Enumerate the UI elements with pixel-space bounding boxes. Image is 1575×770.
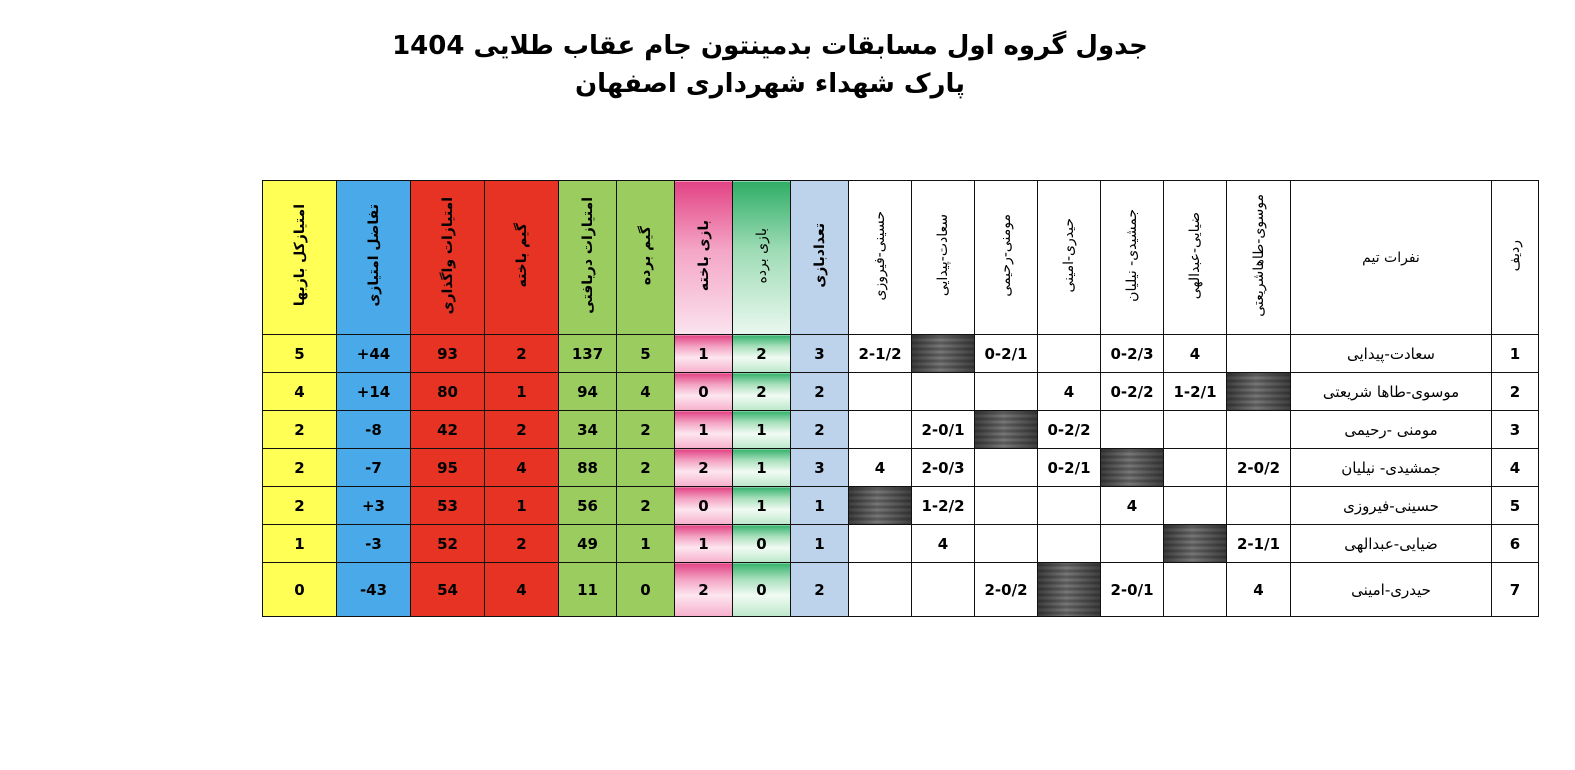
cell-result	[1038, 487, 1101, 525]
cell-result	[1101, 411, 1164, 449]
cell-matches-lost: 1	[675, 411, 733, 449]
cell-result	[975, 373, 1038, 411]
cell-matches-lost: 1	[675, 525, 733, 563]
cell-total-points: 2	[263, 411, 337, 449]
cell-matches-won: 0	[733, 525, 791, 563]
cell-result: 4	[1164, 335, 1227, 373]
standings-table	[262, 180, 1539, 617]
cell-result: 0-2/2	[1101, 373, 1164, 411]
cell-points-scored: 94	[559, 373, 617, 411]
cell-result: 4	[849, 449, 912, 487]
cell-result: 0-2/3	[1101, 335, 1164, 373]
cell-point-diff: +3	[337, 487, 411, 525]
cell-matches-played: 3	[791, 335, 849, 373]
cell-games-won: 1	[617, 525, 675, 563]
cell-matches-won: 2	[733, 335, 791, 373]
cell-point-diff: +44	[337, 335, 411, 373]
cell-point-diff: -43	[337, 563, 411, 617]
cell-games-lost: 2	[485, 525, 559, 563]
header-opponent: حسینی-فیروزی	[849, 181, 912, 335]
cell-games-won: 2	[617, 487, 675, 525]
header-games-won: گیم برده	[617, 181, 675, 335]
cell-result	[1038, 335, 1101, 373]
cell-games-lost: 4	[485, 449, 559, 487]
cell-result	[1101, 525, 1164, 563]
cell-games-lost: 4	[485, 563, 559, 617]
cell-result	[1227, 411, 1291, 449]
cell-rank: 4	[1492, 449, 1539, 487]
cell-matches-won: 2	[733, 373, 791, 411]
cell-total-points: 5	[263, 335, 337, 373]
cell-matches-won: 1	[733, 449, 791, 487]
cell-result	[1038, 525, 1101, 563]
cell-points-conceded: 42	[411, 411, 485, 449]
cell-result: 1-2/2	[912, 487, 975, 525]
cell-games-won: 2	[617, 411, 675, 449]
cell-result	[849, 373, 912, 411]
table-row	[263, 525, 1539, 563]
cell-points-conceded: 54	[411, 563, 485, 617]
cell-points-conceded: 53	[411, 487, 485, 525]
cell-team-name: حسینی-فیروزی	[1291, 487, 1492, 525]
cell-result	[912, 373, 975, 411]
cell-points-conceded: 52	[411, 525, 485, 563]
cell-matches-played: 1	[791, 525, 849, 563]
cell-points-scored: 49	[559, 525, 617, 563]
page-subtitle: پارک شهداء شهرداری اصفهان	[574, 69, 966, 99]
header-row	[263, 181, 1539, 335]
cell-team-name: حیدری-امینی	[1291, 563, 1492, 617]
cell-team-name: جمشیدی- نیلیان	[1291, 449, 1492, 487]
page-title: جدول گروه اول مسابقات بدمینتون جام عقاب طلایی 1404	[392, 31, 1148, 61]
cell-rank: 5	[1492, 487, 1539, 525]
cell-team-name: ضیایی-عبدالهی	[1291, 525, 1492, 563]
cell-games-won: 0	[617, 563, 675, 617]
cell-result: 2-0/1	[1101, 563, 1164, 617]
cell-result	[975, 487, 1038, 525]
cell-result	[1227, 487, 1291, 525]
cell-total-points: 1	[263, 525, 337, 563]
cell-matches-won: 0	[733, 563, 791, 617]
header-matches-played: تعدادبازی	[791, 181, 849, 335]
cell-points-conceded: 93	[411, 335, 485, 373]
cell-points-conceded: 80	[411, 373, 485, 411]
cell-points-scored: 137	[559, 335, 617, 373]
self-match-cell	[975, 411, 1038, 449]
cell-total-points: 4	[263, 373, 337, 411]
header-rank: ردیف	[1492, 181, 1539, 335]
header-matches-lost: بازی باخته	[675, 181, 733, 335]
cell-result	[975, 525, 1038, 563]
table-row	[263, 449, 1539, 487]
cell-points-scored: 34	[559, 411, 617, 449]
table-row	[263, 335, 1539, 373]
cell-result: 4	[1038, 373, 1101, 411]
header-points-scored: امتیازات دریافتی	[559, 181, 617, 335]
self-match-cell	[912, 335, 975, 373]
cell-rank: 2	[1492, 373, 1539, 411]
header-point-diff: تفاضل امتیازی	[337, 181, 411, 335]
cell-result: 2-0/1	[912, 411, 975, 449]
cell-matches-lost: 0	[675, 487, 733, 525]
cell-result	[849, 563, 912, 617]
table-row	[263, 487, 1539, 525]
cell-rank: 3	[1492, 411, 1539, 449]
cell-team-name: موسوی-طاها شریعتی	[1291, 373, 1492, 411]
cell-result	[1227, 335, 1291, 373]
cell-result	[849, 525, 912, 563]
cell-total-points: 2	[263, 449, 337, 487]
cell-point-diff: -8	[337, 411, 411, 449]
cell-matches-lost: 2	[675, 449, 733, 487]
cell-matches-played: 2	[791, 411, 849, 449]
cell-points-scored: 56	[559, 487, 617, 525]
cell-total-points: 2	[263, 487, 337, 525]
cell-rank: 7	[1492, 563, 1539, 617]
cell-games-lost: 1	[485, 487, 559, 525]
cell-team-name: سعادت-پیدایی	[1291, 335, 1492, 373]
cell-result	[1164, 563, 1227, 617]
cell-result: 2-0/2	[975, 563, 1038, 617]
self-match-cell	[1227, 373, 1291, 411]
cell-result	[849, 411, 912, 449]
cell-team-name: مومنی -رحیمی	[1291, 411, 1492, 449]
cell-games-won: 2	[617, 449, 675, 487]
cell-result	[1164, 487, 1227, 525]
cell-matches-won: 1	[733, 487, 791, 525]
self-match-cell	[1038, 563, 1101, 617]
cell-games-lost: 2	[485, 335, 559, 373]
cell-total-points: 0	[263, 563, 337, 617]
header-matches-won: بازی برده	[733, 181, 791, 335]
cell-point-diff: -7	[337, 449, 411, 487]
cell-result	[975, 449, 1038, 487]
cell-matches-lost: 2	[675, 563, 733, 617]
cell-result	[912, 563, 975, 617]
cell-result: 0-2/2	[1038, 411, 1101, 449]
cell-result	[1164, 411, 1227, 449]
cell-result: 0-2/1	[975, 335, 1038, 373]
cell-result	[1164, 449, 1227, 487]
table-row	[263, 411, 1539, 449]
cell-result: 2-1/1	[1227, 525, 1291, 563]
header-opponent: جمشیدی- نیلیان	[1101, 181, 1164, 335]
header-opponent: سعادت-پیدایی	[912, 181, 975, 335]
header-opponent: موسوی-طاهاشریعتی	[1227, 181, 1291, 335]
cell-games-won: 4	[617, 373, 675, 411]
cell-matches-played: 2	[791, 373, 849, 411]
cell-point-diff: -3	[337, 525, 411, 563]
header-opponent: ضیایی-عبدالهی	[1164, 181, 1227, 335]
table-row	[263, 373, 1539, 411]
header-opponent: مومنی-رحیمی	[975, 181, 1038, 335]
table-row	[263, 563, 1539, 617]
cell-result: 0-2/1	[1038, 449, 1101, 487]
self-match-cell	[849, 487, 912, 525]
header-points-conceded: امتیازات واگذاری	[411, 181, 485, 335]
cell-matches-lost: 0	[675, 373, 733, 411]
cell-games-won: 5	[617, 335, 675, 373]
cell-result: 4	[1101, 487, 1164, 525]
cell-games-lost: 2	[485, 411, 559, 449]
cell-games-lost: 1	[485, 373, 559, 411]
cell-points-scored: 11	[559, 563, 617, 617]
cell-points-conceded: 95	[411, 449, 485, 487]
header-games-lost: گیم باخته	[485, 181, 559, 335]
cell-point-diff: +14	[337, 373, 411, 411]
cell-points-scored: 88	[559, 449, 617, 487]
cell-result: 2-0/2	[1227, 449, 1291, 487]
cell-matches-played: 3	[791, 449, 849, 487]
self-match-cell	[1164, 525, 1227, 563]
cell-result: 1-2/1	[1164, 373, 1227, 411]
cell-matches-played: 2	[791, 563, 849, 617]
cell-result: 4	[1227, 563, 1291, 617]
cell-result: 2-0/3	[912, 449, 975, 487]
cell-rank: 6	[1492, 525, 1539, 563]
header-total-points: امتیازکل بازیها	[263, 181, 337, 335]
cell-matches-played: 1	[791, 487, 849, 525]
cell-rank: 1	[1492, 335, 1539, 373]
header-team: نفرات تیم	[1291, 181, 1492, 335]
cell-result: 2-1/2	[849, 335, 912, 373]
cell-matches-lost: 1	[675, 335, 733, 373]
cell-result: 4	[912, 525, 975, 563]
cell-matches-won: 1	[733, 411, 791, 449]
header-opponent: حیدری-امینی	[1038, 181, 1101, 335]
self-match-cell	[1101, 449, 1164, 487]
